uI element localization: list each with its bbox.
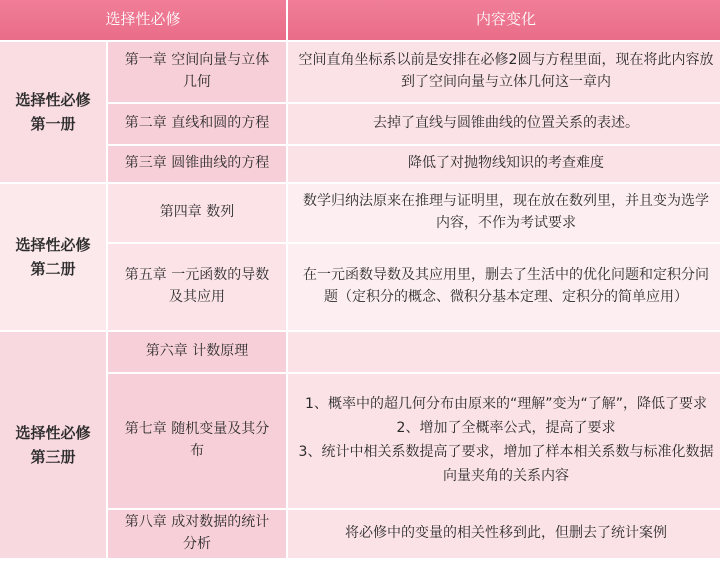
volume-1-cell [0, 42, 106, 182]
change-line: 3、统计中相关系数提高了要求，增加了样本相关系数与标准化数据向量夹角的关系内容 [298, 444, 714, 484]
change-cell: 去掉了直线与圆锥曲线的位置关系的表述。 [288, 104, 720, 144]
volume-1-line2: 第一册 [30, 115, 76, 133]
header-volume: 选择性必修 [0, 0, 286, 40]
change-cell [288, 332, 720, 372]
chapter-cell: 第一章 空间向量与立体几何 [108, 42, 286, 102]
change-cell: 降低了对抛物线知识的考查难度 [288, 146, 720, 182]
change-cell: 将必修中的变量的相关性移到此，但删去了统计案例 [288, 510, 720, 558]
chapter-cell: 第七章 随机变量及其分布 [108, 374, 286, 508]
volume-2-line1: 选择性必修 [15, 236, 91, 254]
volume-2-line2: 第二册 [30, 260, 76, 278]
volume-3-line2: 第三册 [30, 448, 76, 466]
chapter-cell: 第八章 成对数据的统计分析 [108, 510, 286, 558]
chapter-cell: 第三章 圆锥曲线的方程 [108, 146, 286, 182]
change-line: 1、概率中的超几何分布由原来的“理解”变为“了解”，降低了要求 [305, 396, 707, 413]
change-cell: 空间直角坐标系以前是安排在必修2圆与方程里面，现在将此内容放到了空间向量与立体几何这一章内 [288, 42, 720, 102]
volume-1-line1: 选择性必修 [15, 91, 91, 109]
chapter-cell: 第二章 直线和圆的方程 [108, 104, 286, 144]
change-line: 2、增加了全概率公式，提高了要求 [396, 420, 616, 437]
volume-3-cell [0, 332, 106, 558]
volume-3-line1: 选择性必修 [15, 424, 91, 442]
chapter-cell: 第四章 数列 [108, 184, 286, 242]
header-change: 内容变化 [288, 0, 720, 40]
chapter-cell: 第六章 计数原理 [108, 332, 286, 372]
volume-2-cell [0, 184, 106, 330]
change-cell: 在一元函数导数及其应用里，删去了生活中的优化问题和定积分问题（定积分的概念、微积分基本定理、定积分的简单应用） [288, 244, 720, 330]
change-cell: 数学归纳法原来在推理与证明里，现在放在数列里，并且变为选学内容，不作为考试要求 [288, 184, 720, 242]
chapter-cell: 第五章 一元函数的导数及其应用 [108, 244, 286, 330]
change-cell-multi [288, 374, 720, 508]
